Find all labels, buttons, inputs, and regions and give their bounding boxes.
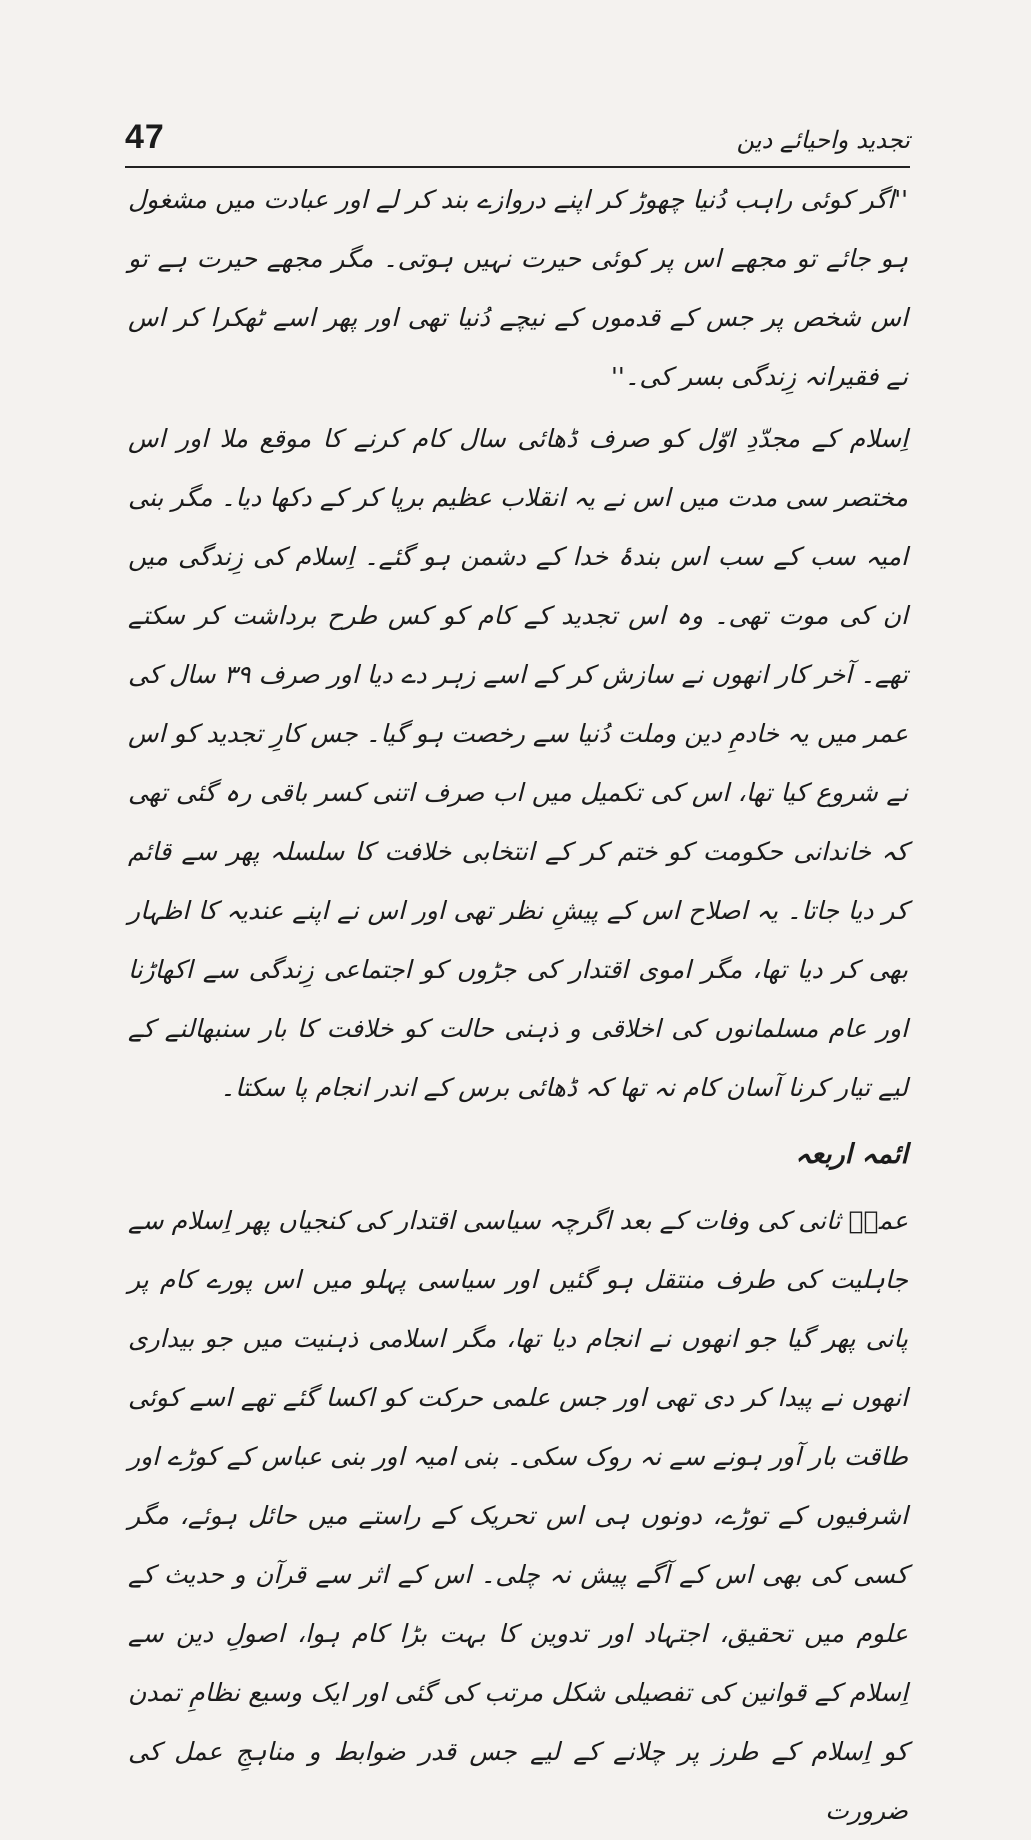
- page-number: 47: [125, 118, 165, 156]
- running-title: تجدید واحیائے دین: [736, 126, 910, 154]
- block-quote: ''اگر کوئی راہب دُنیا چھوڑ کر اپنے دروازے بند کر لے اور عبادت میں مشغول ہو جائے تو مجھے اس پر کوئی حیرت نہیں ہوتی۔ مگر مجھے حیرت ہے تو اس شخص پر جس کے قدموں کے نیچے دُنیا تھی اور پھر اسے ٹھکرا کر اس نے فقیرانہ زِندگی بسر کی۔'': [128, 185, 908, 391]
- paragraph: عمرؒ ثانی کی وفات کے بعد اگرچہ سیاسی اقتدار کی کنجیاں پھر اِسلام سے جاہلیت کی طرف منتقل ہو گئیں اور سیاسی پہلو میں اس پورے کام پر پانی پھر گیا جو انھوں نے انجام دیا تھا، مگر اسلامی ذہنیت میں جو بیداری انھوں نے پیدا کر دی تھی اور جس علمی حرکت کو اکسا گئے تھے اسے کوئی طاقت بار آور ہونے سے نہ روک سکی۔ بنی امیہ اور بنی عباس کے کوڑے اور اشرفیوں کے توڑے، دونوں ہی اس تحریک کے راستے میں حائل ہوئے، مگر کسی کی بھی اس کے آگے پیش نہ چلی۔ اس کے اثر سے قرآن و حدیث کے علوم میں تحقیق، اجتہاد اور تدوین کا بہت بڑا کام ہوا، اصولِ دین سے اِسلام کے قوانین کی تفصیلی شکل مرتب کی گئی اور ایک وسیع نظامِ تمدن کو اِسلام کے طرز پر چلانے کے لیے جس قدر ضوابط و مناہجِ عمل کی ضرورت: [128, 1206, 908, 1825]
- paragraph: اِسلام کے مجدّدِ اوّل کو صرف ڈھائی سال کام کرنے کا موقع ملا اور اس مختصر سی مدت میں اس نے یہ انقلاب عظیم برپا کر کے دکھا دیا۔ مگر بنی امیہ سب کے سب اس بندۂ خدا کے دشمن ہو گئے۔ اِسلام کی زِندگی میں ان کی موت تھی۔ وہ اس تجدید کے کام کو کس طرح برداشت کر سکتے تھے۔ آخر کار انھوں نے سازش کر کے اسے زہر دے دیا اور صرف ۳۹ سال کی عمر میں یہ خادمِ دین وملت دُنیا سے رخصت ہو گیا۔ جس کارِ تجدید کو اس نے شروع کیا تھا، اس کی تکمیل میں اب صرف اتنی کسر باقی رہ گئی تھی کہ خاندانی حکومت کو ختم کر کے انتخابی خلافت کا سلسلہ پھر سے قائم کر دیا جاتا۔ یہ اصلاح اس کے پیشِ نظر تھی اور اس نے اپنے عندیہ کا اظہار بھی کر دیا تھا، مگر اموی اقتدار کی جڑوں کو اجتماعی زِندگی سے اکھاڑنا اور عام مسلمانوں کی اخلاقی و ذہنی حالت کو خلافت کا بار سنبھالنے کے لیے تیار کرنا آسان کام نہ تھا کہ ڈھائی برس کے اندر انجام پا سکتا۔: [128, 424, 909, 1102]
- page-body: [128, 170, 908, 1840]
- section-heading: ائمہ اربعہ: [795, 1139, 908, 1170]
- page-header: [125, 118, 910, 168]
